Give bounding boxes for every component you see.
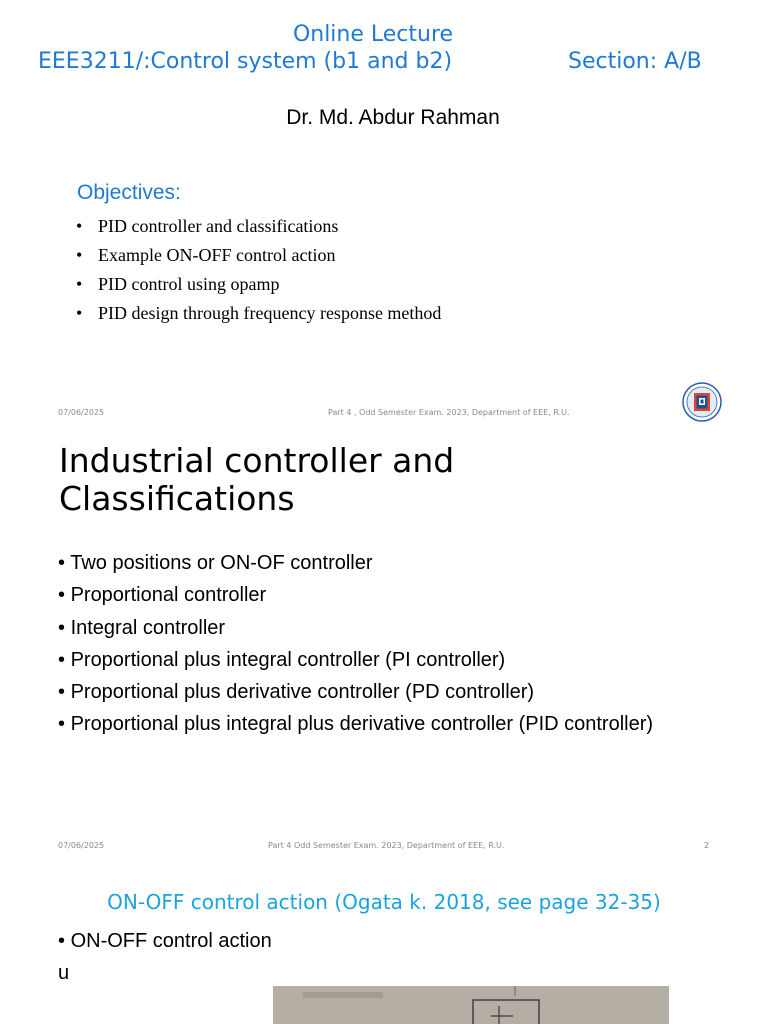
list-item: • ON-OFF control action: [58, 930, 272, 952]
section-label: Section: A/B: [568, 49, 702, 74]
slide-title: Industrial controller and Classifications: [59, 441, 455, 518]
bullet-icon: •: [76, 216, 83, 236]
course-title: EEE3211/:Control system (b1 and b2): [38, 49, 453, 74]
list-item: • Proportional plus integral controller (PI controller): [58, 648, 506, 671]
footer-center: Part 4 Odd Semester Exam. 2023, Department of EEE, R.U.: [268, 841, 505, 850]
list-item: • Example ON-OFF control action: [76, 241, 441, 270]
objectives-list: [76, 212, 441, 328]
footer-date: 07/06/2025: [58, 841, 105, 850]
controller-list: [58, 547, 653, 741]
list-item: • Proportional plus derivative controller (PD controller): [58, 681, 535, 704]
bullet-icon: •: [76, 274, 83, 294]
variable-label: u: [58, 962, 70, 984]
objectives-heading: Objectives:: [77, 181, 181, 204]
page-number: 2: [704, 841, 710, 850]
bullet-icon: •: [58, 552, 71, 574]
list-item: • PID design through frequency response method: [76, 299, 441, 328]
bullet-icon: •: [58, 616, 71, 639]
diagram-photo: [273, 986, 669, 1024]
bullet-icon: •: [58, 930, 71, 952]
bullet-icon: •: [58, 584, 71, 607]
lecture-title: Online Lecture: [292, 22, 454, 47]
list-item: • Integral controller: [58, 616, 226, 639]
bullet-icon: •: [76, 245, 83, 265]
bullet-icon: •: [76, 303, 83, 323]
author-name: Dr. Md. Abdur Rahman: [286, 106, 500, 129]
footer-date: 07/06/2025: [58, 408, 105, 417]
slide-title: ON-OFF control action (Ogata k. 2018, see page 32-35): [107, 890, 661, 914]
list-item: • Proportional controller: [58, 584, 267, 607]
university-seal-icon: [682, 382, 722, 422]
footer-center: Part 4 , Odd Semester Exam. 2023, Department of EEE, R.U.: [328, 408, 570, 417]
bullet-icon: •: [58, 681, 71, 704]
bullet-icon: •: [58, 648, 71, 671]
list-item: • PID controller and classifications: [76, 212, 441, 241]
list-item: • Proportional plus integral plus derivative controller (PID controller): [58, 713, 654, 736]
list-item: • PID control using opamp: [76, 270, 441, 299]
bullet-icon: •: [58, 713, 71, 736]
list-item: • Two positions or ON-OF controller: [58, 552, 373, 574]
